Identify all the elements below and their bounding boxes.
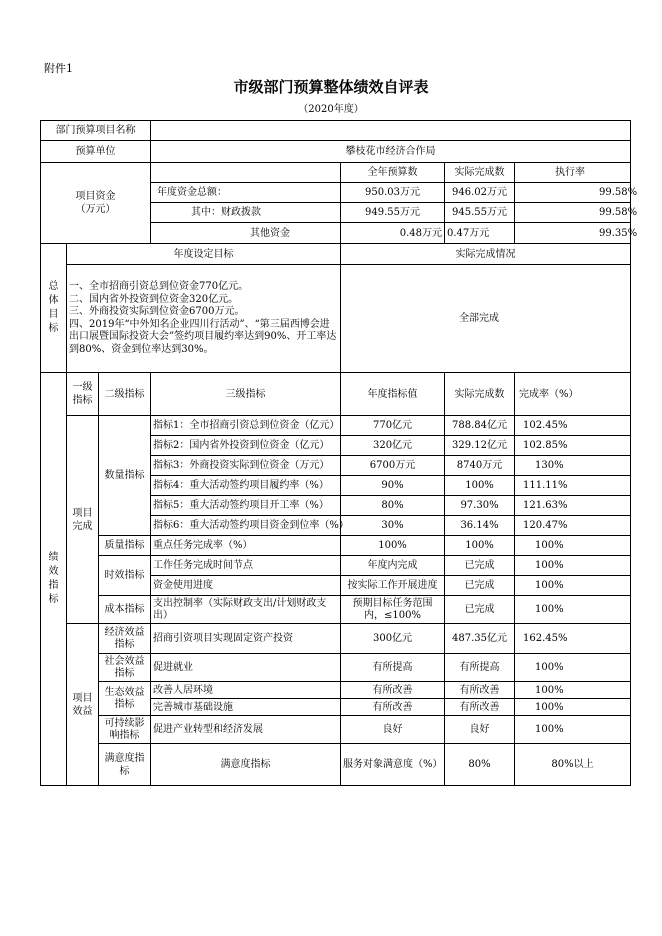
quality-rate: 100% (515, 536, 631, 556)
q2-rate: 102.85% (515, 436, 631, 456)
attachment-label: 附件1 (44, 62, 73, 75)
indicator-cost: 支出控制率（实际财政支出/计划财政支出） (151, 596, 341, 624)
social-target: 有所提高 (341, 654, 445, 682)
actual-status-header: 实际完成情况 (341, 244, 631, 265)
q1-target: 770亿元 (341, 416, 445, 436)
indicator-q2: 指标2：国内省外投资到位资金（亿元） (151, 436, 341, 456)
fiscal-actual: 945.55万元 (445, 203, 515, 223)
other-budget: 0.48万元 (341, 223, 445, 244)
time1-rate: 100% (515, 556, 631, 576)
q1-actual: 788.84亿元 (445, 416, 515, 436)
level2-header: 二级指标 (99, 373, 151, 416)
indicator-time1: 工作任务完成时间节点 (151, 556, 341, 576)
indicator-q5: 指标5：重大活动签约项目开工率（%） (151, 496, 341, 516)
q3-actual: 8740万元 (445, 456, 515, 476)
cost-target: 预期目标任务范围内，≤100% (341, 596, 445, 624)
ecological-label: 生态效益指标 (99, 682, 151, 716)
satis-actual: 80%以上 (515, 744, 631, 786)
q6-target: 30% (341, 516, 445, 536)
econ-target: 300亿元 (341, 624, 445, 654)
q2-actual: 329.12亿元 (445, 436, 515, 456)
project-name-label: 部门预算项目名称 (41, 121, 151, 141)
timeliness-label: 时效指标 (99, 556, 151, 596)
project-benefit-label: 项目效益 (67, 624, 99, 786)
indicator-eco1: 改善人居环境 (151, 682, 341, 699)
eco2-rate: 100% (515, 699, 631, 716)
eco2-target: 有所改善 (341, 699, 445, 716)
indicator-social: 促进就业 (151, 654, 341, 682)
q5-rate: 121.63% (515, 496, 631, 516)
q1-rate: 102.45% (515, 416, 631, 436)
performance-indicators-label: 绩效指标 (41, 373, 67, 786)
indicator-time2: 资金使用进度 (151, 576, 341, 596)
col-rate-header: 执行率 (515, 163, 631, 183)
indicator-satis: 服务对象满意度（%） (341, 744, 445, 786)
report-year: （2020年度） (298, 104, 364, 115)
economic-label: 经济效益指标 (99, 624, 151, 654)
quality-actual: 100% (445, 536, 515, 556)
sustainable-label: 可持续影响指标 (99, 716, 151, 744)
budget-unit-label: 预算单位 (41, 141, 151, 163)
fiscal-budget: 949.55万元 (341, 203, 445, 223)
funds-header-blank (151, 163, 341, 183)
time2-target: 按实际工作开展进度 (341, 576, 445, 596)
satisfaction-sub-label: 满意度指标 (151, 744, 341, 786)
q4-actual: 100% (445, 476, 515, 496)
q4-rate: 111.11% (515, 476, 631, 496)
quality-target: 100% (341, 536, 445, 556)
q6-actual: 36.14% (445, 516, 515, 536)
budget-unit-value: 攀枝花市经济合作局 (151, 141, 631, 163)
target-header: 年度指标值 (341, 373, 445, 416)
indicator-eco2: 完善城市基础设施 (151, 699, 341, 716)
page-title: 市级部门预算整体绩效自评表 (233, 78, 429, 96)
row-total-label: 年度资金总额： (151, 183, 341, 203)
level3-header: 三级指标 (151, 373, 341, 416)
indicator-q4: 指标4：重大活动签约项目履约率（%） (151, 476, 341, 496)
cost-rate: 100% (515, 596, 631, 624)
overall-result: 全部完成 (341, 265, 631, 373)
q6-rate: 120.47% (515, 516, 631, 536)
cost-actual: 已完成 (445, 596, 515, 624)
project-name-value (151, 121, 631, 141)
q4-target: 90% (341, 476, 445, 496)
q5-target: 80% (341, 496, 445, 516)
total-actual: 946.02万元 (445, 183, 515, 203)
col-actual-header: 实际完成数 (445, 163, 515, 183)
indicator-q1: 指标1：全市招商引资总到位资金（亿元） (151, 416, 341, 436)
funds-label: 项目资金（万元） (41, 163, 151, 244)
evaluation-table (40, 120, 638, 786)
evaluation-sheet (40, 120, 638, 796)
q2-target: 320亿元 (341, 436, 445, 456)
row-other-label: 其他资金 (151, 223, 341, 244)
indicator-econ: 招商引资项目实现固定资产投资 (151, 624, 341, 654)
row-fiscal-label: 其中：财政拨款 (151, 203, 341, 223)
overall-goal-text: 一、全市招商引资总到位资金770亿元。 二、国内省外投资到位资金320亿元。 三、外商投资实际到位资金6700万元。 四、2019年“中外知名企业四川行活动”、“第三届西博会进出口展暨国际投资大会”签约项目履约率达到90%、开工率达到80%、资金到位率达到30%。 (67, 265, 341, 373)
eco1-target: 有所改善 (341, 682, 445, 699)
other-actual: 0.47万元 (445, 223, 515, 244)
col-budget-header: 全年预算数 (341, 163, 445, 183)
overall-goal-label: 总体目标 (41, 244, 67, 373)
quantity-label: 数量指标 (99, 416, 151, 536)
project-completion-label: 项目完成 (67, 416, 99, 624)
indicator-quality: 重点任务完成率（%） (151, 536, 341, 556)
q3-target: 6700万元 (341, 456, 445, 476)
indicator-q3: 指标3：外商投资实际到位资金（万元） (151, 456, 341, 476)
social-label: 社会效益指标 (99, 654, 151, 682)
indicator-sust: 促进产业转型和经济发展 (151, 716, 341, 744)
eco1-rate: 100% (515, 682, 631, 699)
rate-header (515, 373, 631, 416)
fiscal-rate: 99.58% (515, 203, 631, 223)
q3-rate: 130% (515, 456, 631, 476)
indicator-q6: 指标6：重大活动签约项目资金到位率（%） (151, 516, 341, 536)
social-actual: 有所提高 (445, 654, 515, 682)
rate-header-text: 完成率（%） (519, 388, 579, 400)
time1-actual: 已完成 (445, 556, 515, 576)
total-rate: 99.58% (515, 183, 631, 203)
eco1-actual: 有所改善 (445, 682, 515, 699)
level1-header: 一级指标 (67, 373, 99, 416)
annual-target-header: 年度设定目标 (67, 244, 341, 265)
actual-header: 实际完成数 (445, 373, 515, 416)
other-rate: 99.35% (515, 223, 631, 244)
eco2-actual: 有所改善 (445, 699, 515, 716)
sust-rate: 100% (515, 716, 631, 744)
sust-actual: 良好 (445, 716, 515, 744)
econ-rate: 162.45% (515, 624, 631, 654)
sust-target: 良好 (341, 716, 445, 744)
q5-actual: 97.30% (445, 496, 515, 516)
satisfaction-label: 满意度指标 (99, 744, 151, 786)
econ-actual: 487.35亿元 (445, 624, 515, 654)
time2-actual: 已完成 (445, 576, 515, 596)
quality-label: 质量指标 (99, 536, 151, 556)
satis-target: 80% (445, 744, 515, 786)
cost-label: 成本指标 (99, 596, 151, 624)
time2-rate: 100% (515, 576, 631, 596)
total-budget: 950.03万元 (341, 183, 445, 203)
time1-target: 年度内完成 (341, 556, 445, 576)
social-rate: 100% (515, 654, 631, 682)
